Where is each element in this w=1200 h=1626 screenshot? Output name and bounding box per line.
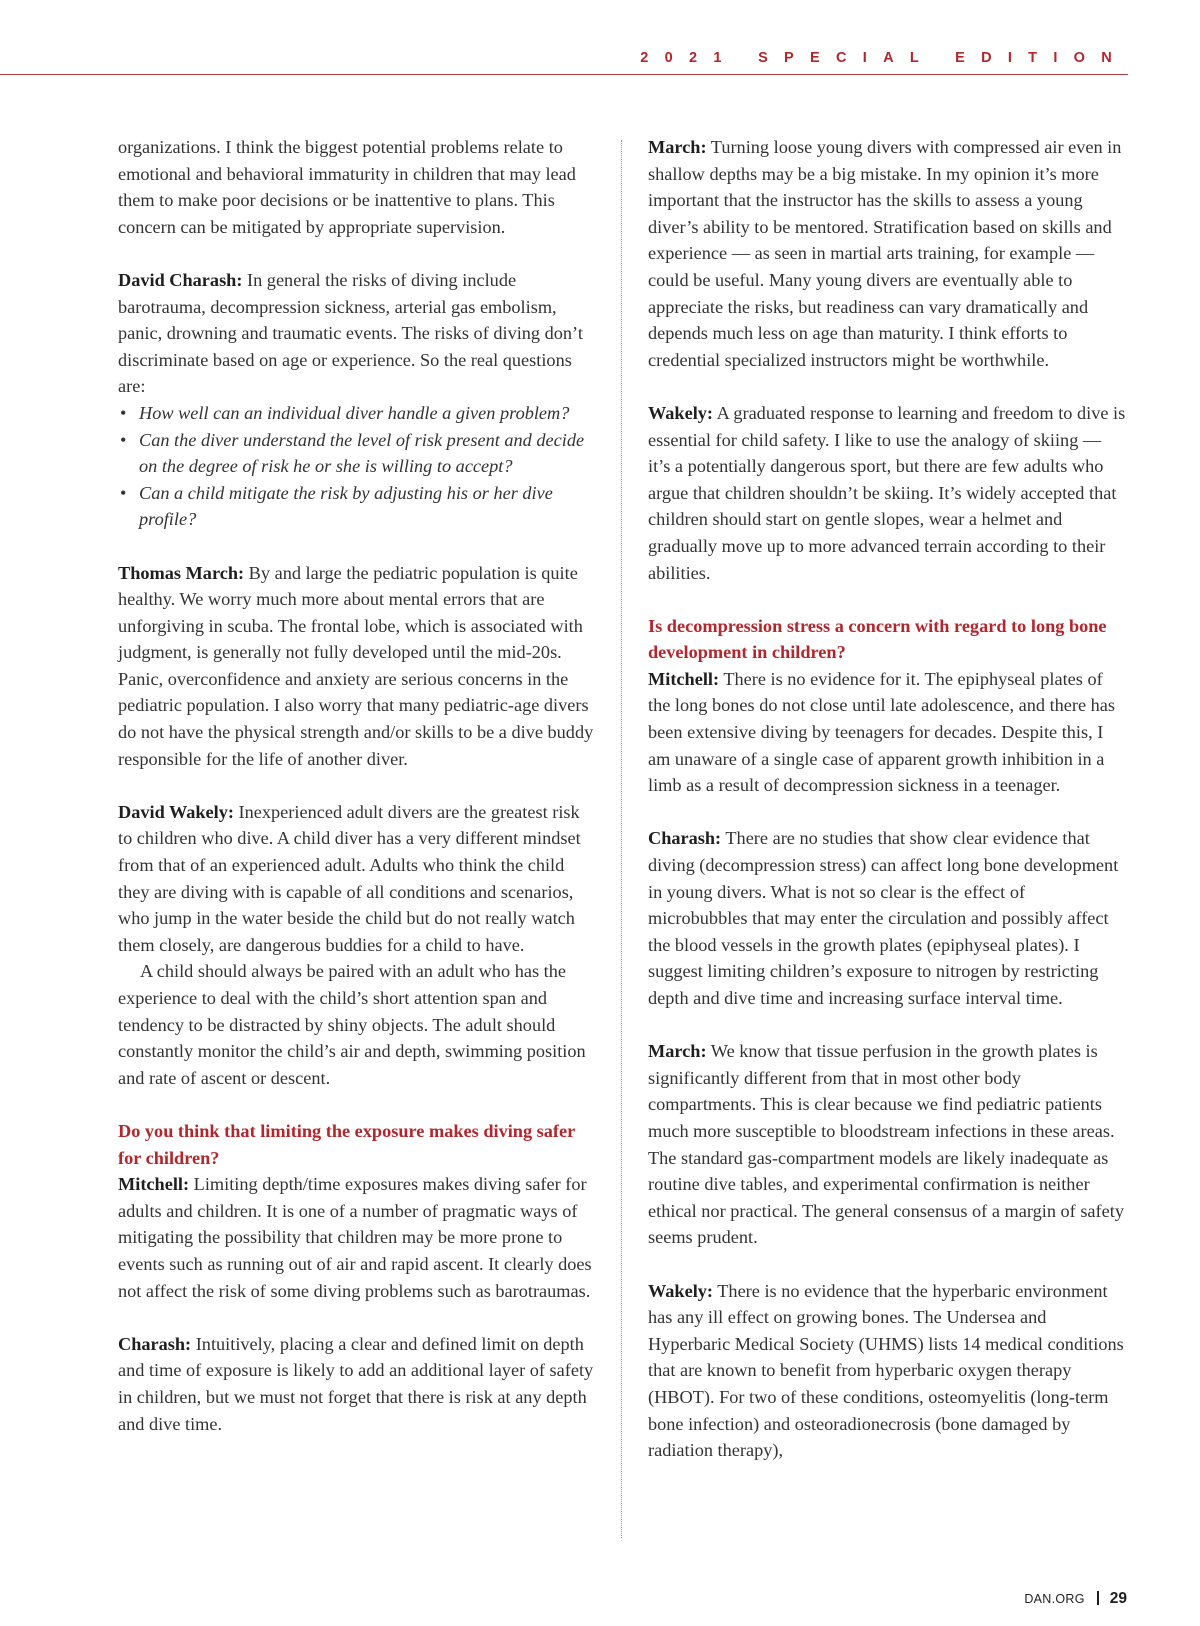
speaker-name: Wakely: — [648, 402, 714, 423]
speaker-name: Thomas March: — [118, 562, 245, 583]
paragraph-text: There are no studies that show clear evidence that diving (decompression stress) can affect long bone development in young divers. What is not so clear is the effect of microbubbles that may enter the circulation and possibly affect the blood vessels in the growth plates (epiphyseal plates). I suggest limiting children’s exposure to nitrogen by restricting depth and dive time and increasing surface interval time. — [648, 828, 1119, 1008]
column-divider — [621, 140, 622, 1538]
speaker-name: David Wakely: — [118, 801, 234, 822]
paragraph-charash-2 — [118, 1331, 594, 1437]
speaker-name: David Charash: — [118, 269, 243, 290]
questions-list — [118, 400, 594, 533]
paragraph-wakely-2 — [648, 1278, 1126, 1464]
paragraph-mitchell — [118, 1171, 594, 1304]
paragraph-wakely — [118, 799, 594, 959]
site-name: DAN.ORG — [1024, 1592, 1085, 1606]
speaker-name: Wakely: — [648, 1280, 714, 1301]
paragraph-text: We know that tissue perfusion in the growth plates is significantly different from that in most other body compartments. This is clear because we find pediatric patients much more susceptible to bloodstream infections in these areas. The standard gas-compartment models are likely inadequate as routine dive tables, and experimental confirmation is neither ethical nor practical. The general consensus of a margin of safety seems prudent. — [648, 1041, 1124, 1248]
page-number: 29 — [1109, 1590, 1127, 1607]
paragraph-text: Intuitively, placing a clear and defined limit on depth and time of exposure is likely to add an additional layer of safety in children, but we must not forget that there is risk at any depth and dive time. — [118, 1333, 594, 1434]
paragraph-text: Inexperienced adult divers are the greatest risk to children who dive. A child diver has a very different mindset from that of an experienced adult. Adults who think the child they are diving with is capable of all conditions and scenarios, who jump in the water beside the child but do not really watch them closely, are dangerous buddies for a child to have. — [118, 801, 581, 955]
paragraph-text: There is no evidence for it. The epiphyseal plates of the long bones do not close until late adolescence, and there has been extensive diving by teenagers for decades. Despite this, I am unaware of a single case of apparent growth inhibition in a limb as a result of decompression sickness in a teenager. — [648, 668, 1116, 796]
speaker-name: Mitchell: — [648, 668, 720, 689]
speaker-name: Charash: — [118, 1333, 192, 1354]
paragraph-text: Limiting depth/time exposures makes diving safer for adults and children. It is one of a number of pragmatic ways of mitigating the possibility that children may be more prone to events such as running out of air and rapid ascent. It clearly does not affect the risk of some diving problems such as barotraumas. — [118, 1174, 592, 1301]
paragraph-march-2 — [648, 1038, 1126, 1251]
paragraph-charash — [118, 267, 594, 400]
speaker-name: March: — [648, 1041, 707, 1062]
header-rule — [0, 74, 1128, 75]
paragraph-wakely — [648, 400, 1126, 586]
list-item: • Can the diver understand the level of risk present and decide on the degree of risk he or she is willing to accept? — [118, 427, 594, 480]
speaker-name: Charash: — [648, 828, 722, 849]
paragraph-text: A graduated response to learning and freedom to dive is essential for child safety. I like to use the analogy of skiing — it’s a potentially dangerous sport, but there are few adults who argue that children shouldn’t be skiing. It’s widely accepted that children should start on gentle slopes, wear a helmet and gradually move up to more advanced terrain according to their abilities. — [648, 402, 1126, 583]
paragraph-charash — [648, 825, 1126, 1011]
list-item: • Can a child mitigate the risk by adjusting his or her dive profile? — [118, 480, 594, 533]
list-item: • How well can an individual diver handle a given problem? — [118, 400, 594, 427]
left-column — [118, 134, 594, 1437]
page-footer — [1024, 1590, 1127, 1608]
footer-separator — [1097, 1591, 1099, 1605]
question-heading: Is decompression stress a concern with regard to long bone development in children? — [648, 615, 1107, 663]
paragraph-text: There is no evidence that the hyperbaric environment has any ill effect on growing bones. The Undersea and Hyperbaric Medical Society (UHMS) lists 14 medical conditions that are known to benefit from hyperbaric oxygen therapy (HBOT). For two of these conditions, osteomyelitis (long-term bone infection) and osteoradionecrosis (bone damaged by radiation therapy), — [648, 1280, 1124, 1461]
speaker-name: March: — [648, 137, 707, 157]
edition-label: 2021 SPECIAL EDITION — [640, 50, 1128, 66]
paragraph-text: Turning loose young divers with compressed air even in shallow depths may be a big mistake. In my opinion it’s more important that the instructor has the skills to assess a young diver’s ability to be mentored. Stratification based on skills and experience — as seen in martial arts training, for example — could be useful. Many young divers are eventually able to appreciate the risks, but readiness can vary dramatically and depends much less on age than maturity. I think efforts to credential specialized instructors might be worthwhile. — [648, 137, 1122, 370]
question-heading: Do you think that limiting the exposure makes diving safer for children? — [118, 1120, 575, 1168]
speaker-name: Mitchell: — [118, 1174, 190, 1195]
paragraph: A child should always be paired with an adult who has the experience to deal with the child’s short attention span and tendency to be distracted by shiny objects. The adult should constantly monitor the child’s air and depth, swimming position and rate of ascent or descent. — [118, 961, 586, 1088]
right-column — [648, 134, 1126, 1464]
paragraph-text: By and large the pediatric population is quite healthy. We worry much more about mental errors that are unforgiving in scuba. The frontal lobe, which is associated with judgment, is generally not fully developed until the mid-20s. Panic, overconfidence and anxiety are serious concerns in the pediatric population. I also worry that many pediatric-age divers do not have the physical strength and/or skills to be a dive buddy responsible for the life of another diver. — [118, 562, 594, 769]
paragraph: organizations. I think the biggest potential problems relate to emotional and behavioral immaturity in children that may lead them to make poor decisions or be inattentive to plans. This concern can be mitigated by appropriate supervision. — [118, 137, 576, 237]
paragraph-march — [118, 560, 594, 773]
paragraph-mitchell — [648, 666, 1126, 799]
paragraph-march — [648, 134, 1126, 373]
paragraph-text: In general the risks of diving include barotrauma, decompression sickness, arterial gas embolism, panic, drowning and traumatic events. The risks of diving don’t discriminate based on age or experience. So the real questions are: — [118, 269, 583, 397]
